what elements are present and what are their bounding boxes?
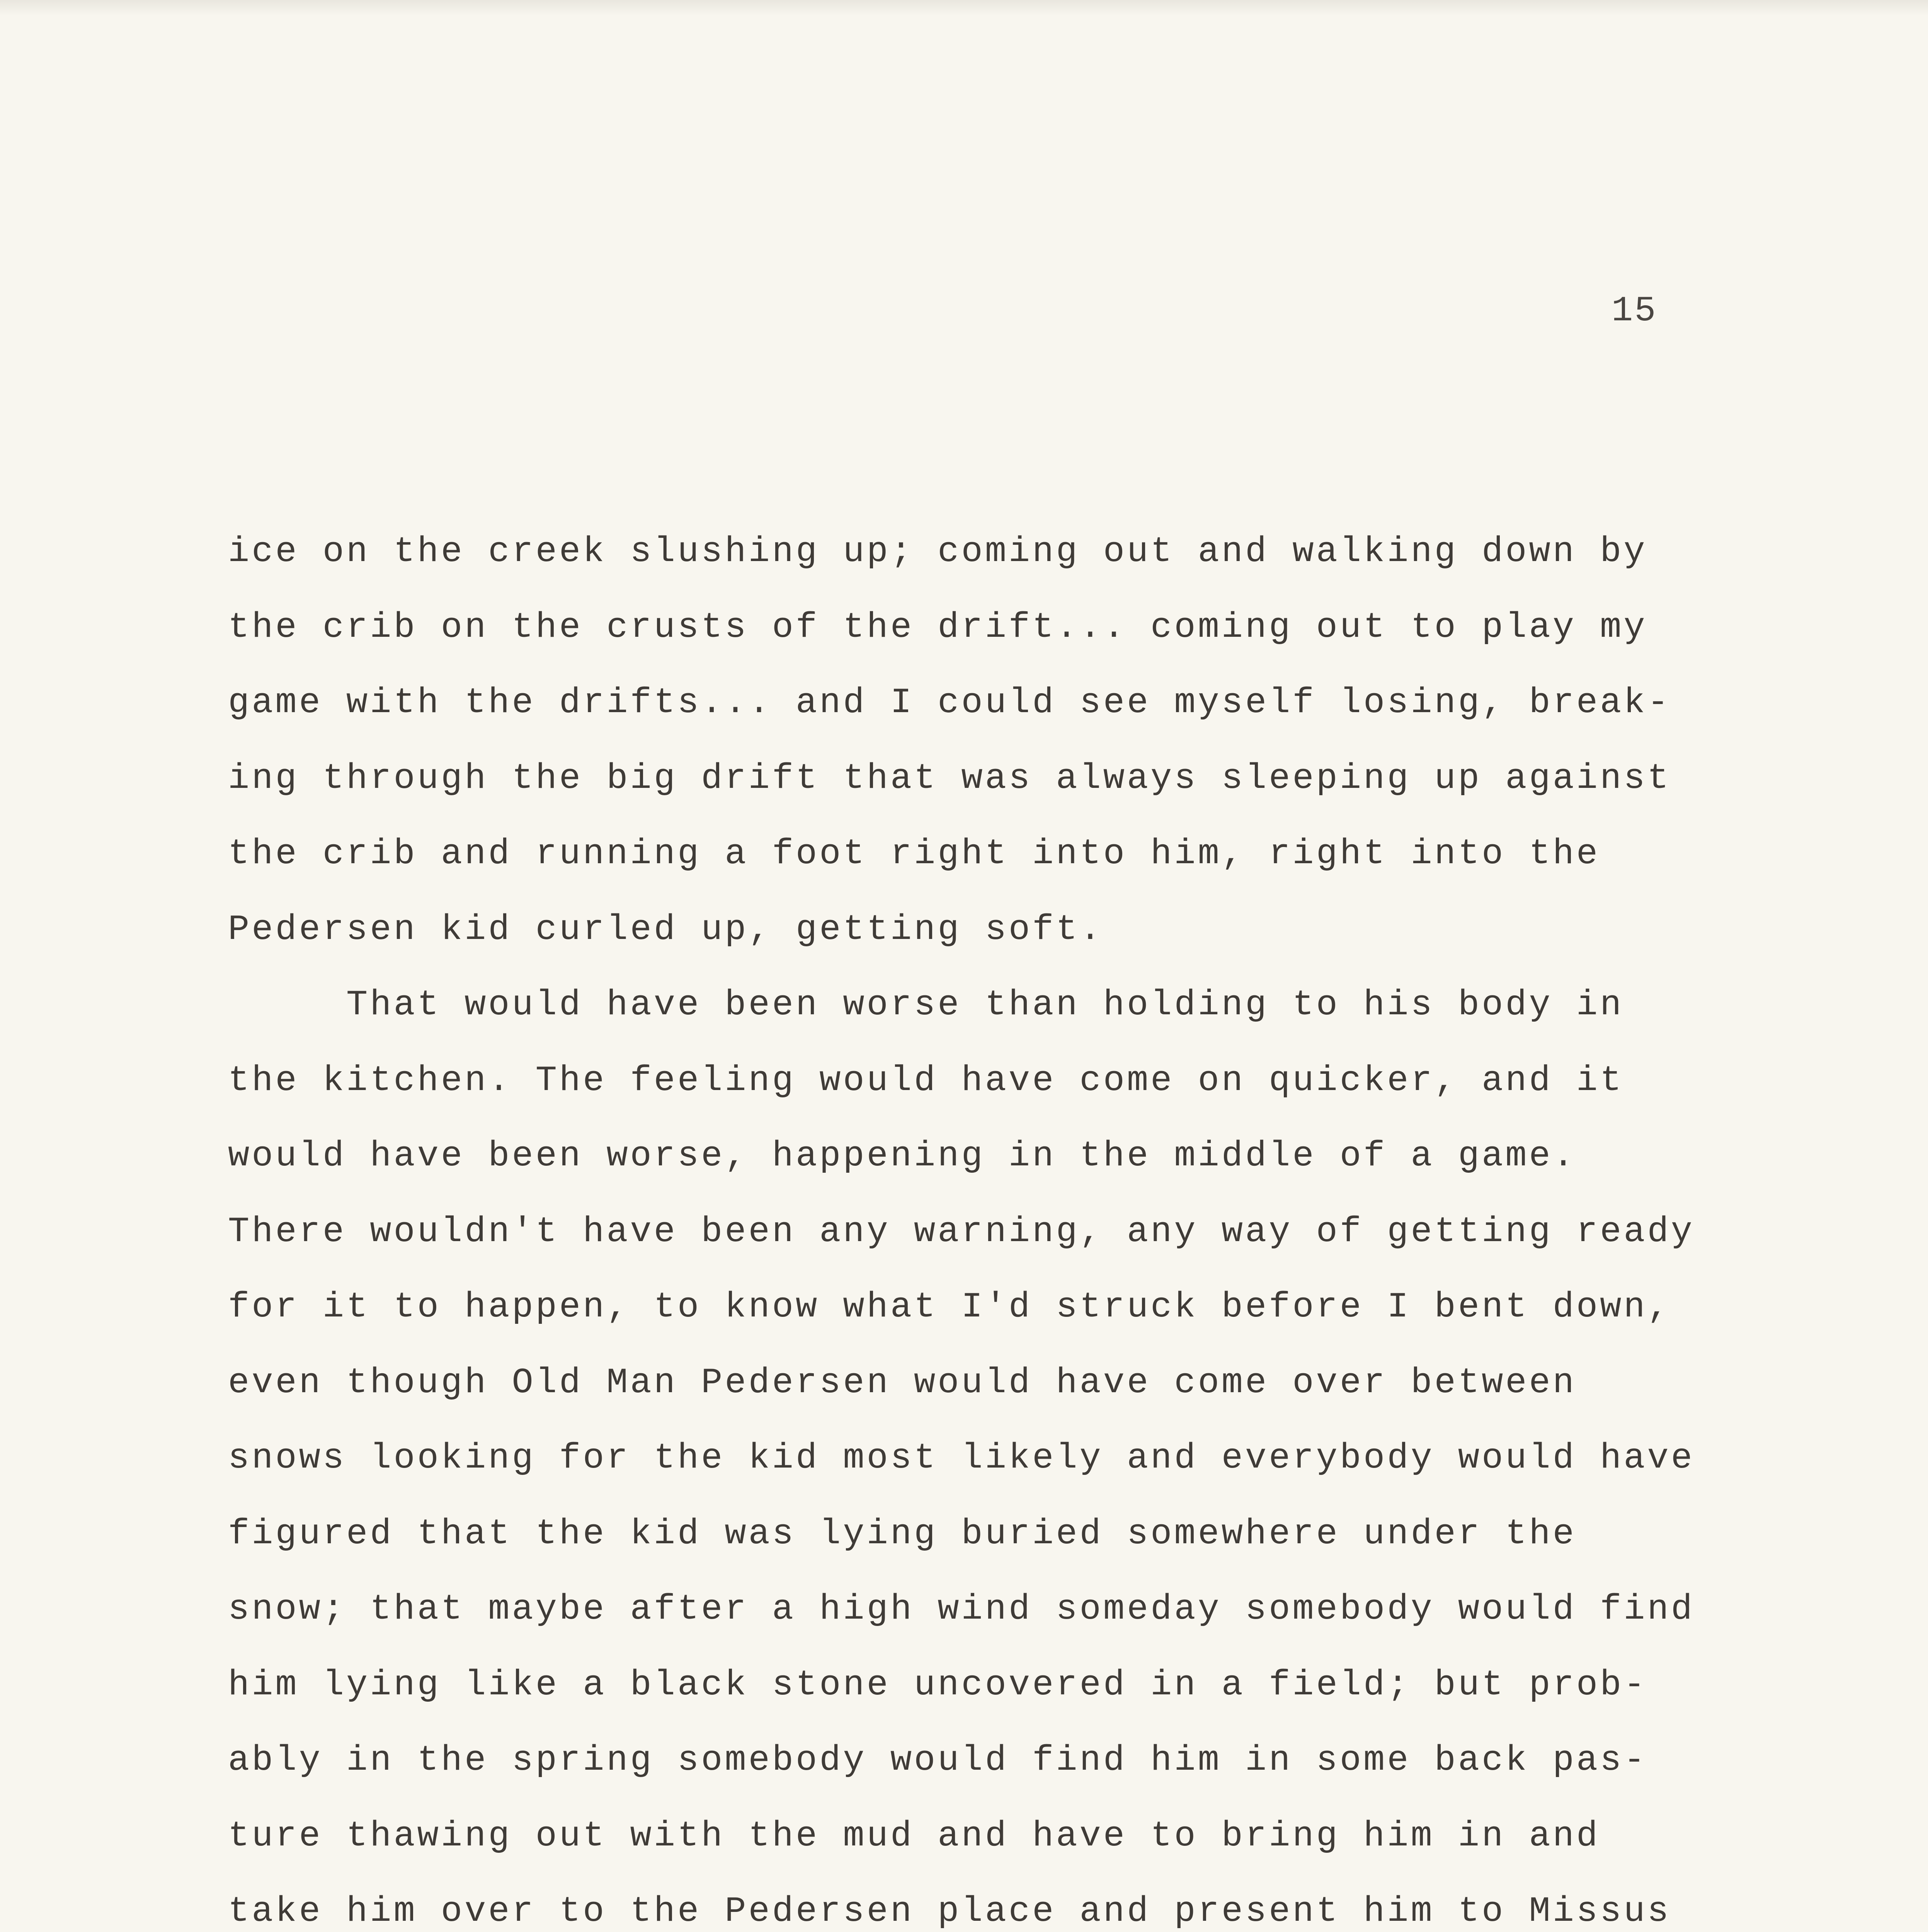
text-line: game with the drifts... and I could see myself losing, break- [228,682,1671,723]
text-line: Pedersen kid curled up, getting soft. [228,909,1103,950]
text-line: That would have been worse than holding to his body in [228,985,1624,1025]
text-line: ably in the spring somebody would find him in some back pas- [228,1740,1647,1781]
text-line: figured that the kid was lying buried somewhere under the [228,1513,1576,1554]
text-line: ture thawing out with the mud and have to bring him in and [228,1815,1600,1856]
text-line: would have been worse, happening in the middle of a game. [228,1136,1576,1176]
text-line: him lying like a black stone uncovered in a field; but prob- [228,1664,1647,1705]
page-top-edge [0,0,1928,15]
text-line: for it to happen, to know what I'd struck before I bent down, [228,1287,1671,1327]
text-line: ing through the big drift that was always sleeping up against [228,758,1671,799]
page-number: 15 [1611,291,1657,331]
text-line: the kitchen. The feeling would have come on quicker, and it [228,1060,1624,1101]
text-line: even though Old Man Pedersen would have come over between [228,1362,1576,1403]
text-line: take him over to the Pedersen place and present him to Missus [228,1891,1671,1932]
text-line: There wouldn't have been any warning, any way of getting ready [228,1211,1695,1252]
text-line: the crib on the crusts of the drift... coming out to play my [228,607,1647,648]
text-line: snows looking for the kid most likely and everybody would have [228,1438,1695,1478]
text-line: ice on the creek slushing up; coming out and walking down by [228,531,1647,572]
typed-text-block [228,514,1851,1932]
text-line: snow; that maybe after a high wind someday somebody would find [228,1589,1695,1629]
text-line: the crib and running a foot right into him, right into the [228,833,1600,874]
